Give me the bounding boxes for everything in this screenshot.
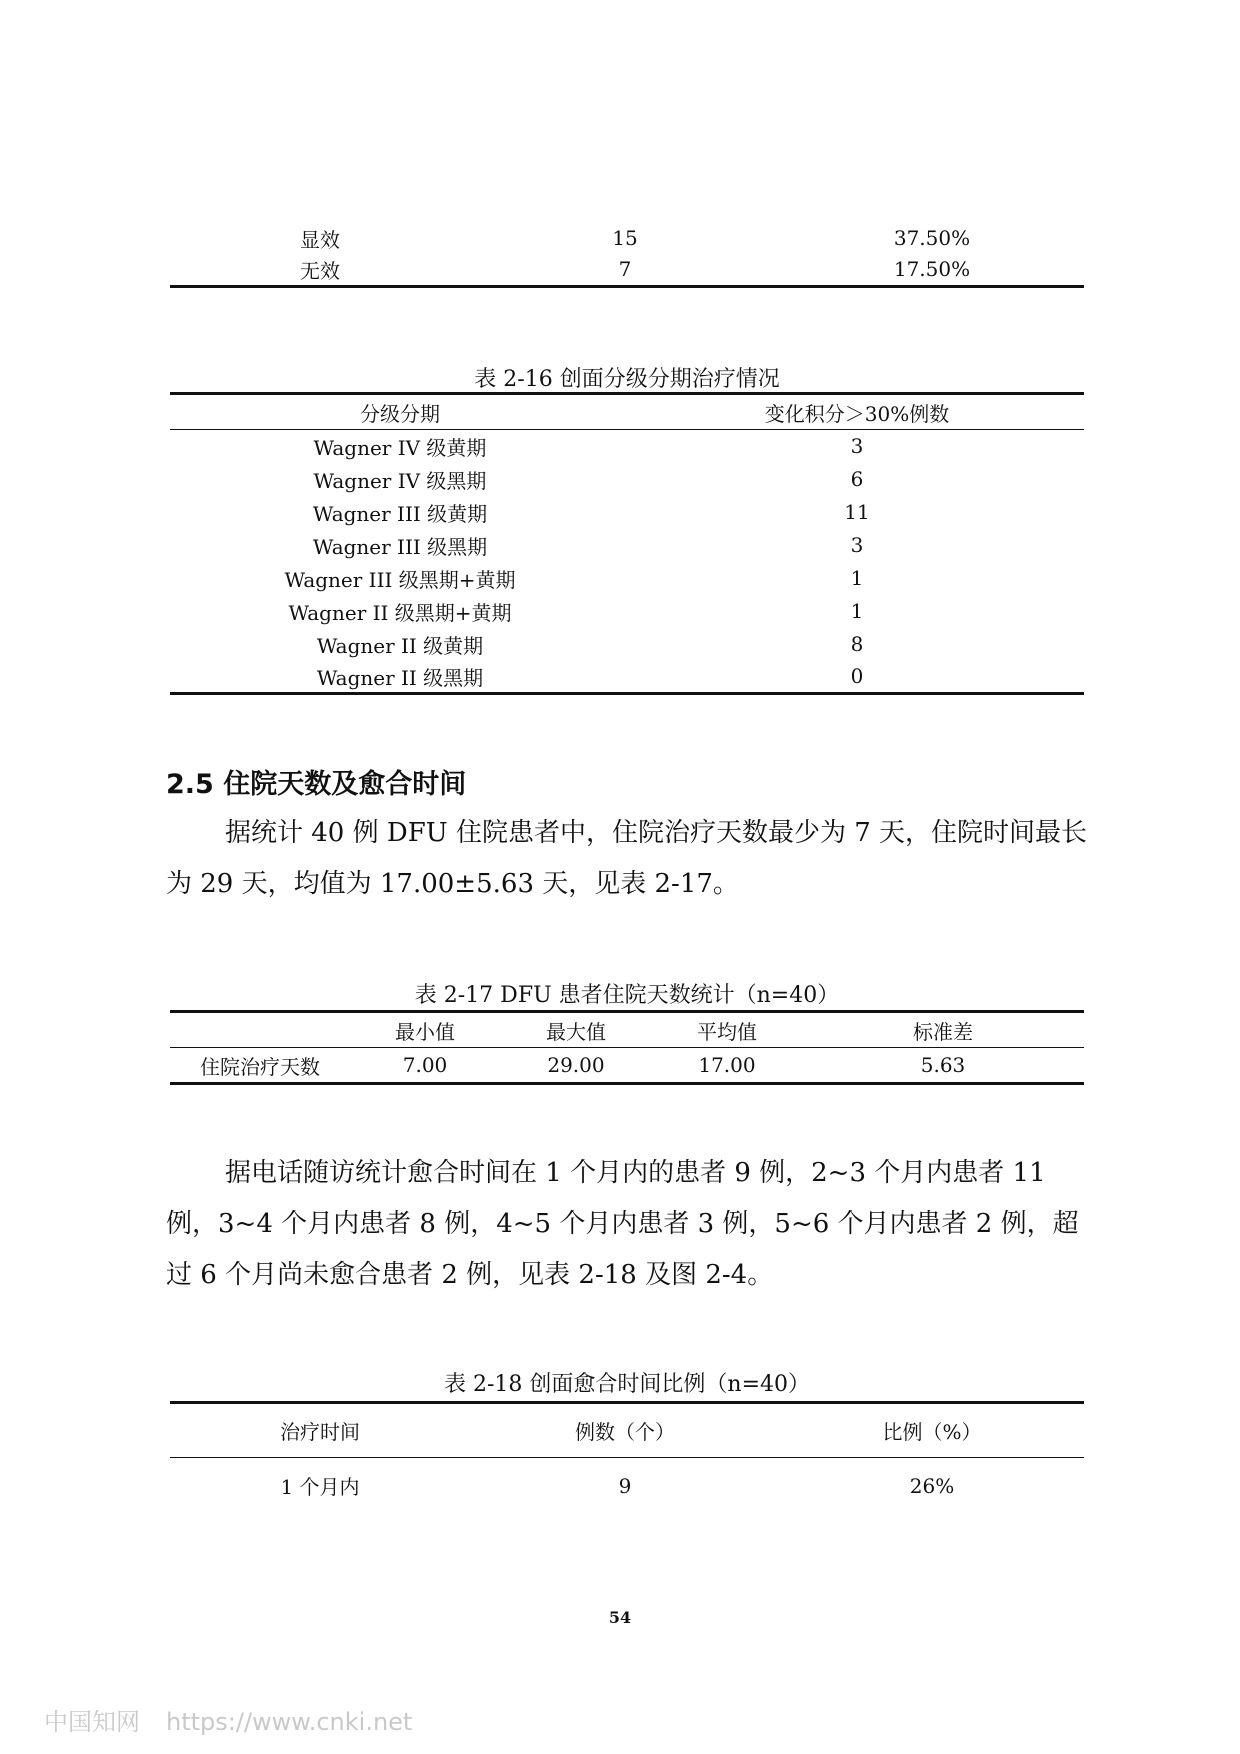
table-cell: 37.50% — [893, 226, 971, 250]
table-header-row — [170, 394, 1084, 430]
table-cell: 8 — [850, 632, 864, 656]
table-caption: 表 2-17 DFU 患者住院天数统计（n=40） — [414, 983, 840, 1008]
cnki-watermark — [44, 1702, 412, 1737]
table-caption: 表 2-18 创面愈合时间比例（n=40） — [443, 1372, 810, 1397]
table-header-row — [170, 1403, 1084, 1458]
table-cell: 17.00 — [698, 1053, 756, 1077]
table-row — [170, 222, 1084, 254]
table-header-row — [170, 1012, 1084, 1048]
table-cell: Wagner II 级黑期 — [316, 665, 484, 690]
table-cell: Wagner IV 级黑期 — [313, 468, 487, 493]
table-row — [170, 1048, 1084, 1084]
paragraph: 据电话随访统计愈合时间在 1 个月内的患者 9 例，2~3 个月内患者 11 例，3~4 个月内患者 8 例，4~5 个月内患者 3 例，5~6 个月内患者 2 例，超过 6 个月尚未愈合患者 2 例，见表 2-18 及图 2-4。 — [166, 1158, 1079, 1290]
table-cell: 0 — [850, 664, 864, 689]
column-header: 最大值 — [546, 1019, 606, 1044]
column-header: 治疗时间 — [280, 1420, 360, 1444]
column-header: 最小值 — [395, 1019, 455, 1044]
column-header: 比例（%） — [882, 1420, 982, 1444]
table-cell: 1 — [850, 599, 864, 623]
table-row — [170, 430, 1084, 463]
column-header: 例数（个） — [575, 1420, 675, 1444]
column-header: 平均值 — [697, 1019, 757, 1044]
table-cell: 15 — [612, 226, 638, 250]
table-cell: 9 — [618, 1473, 632, 1498]
watermark-brand: 中国知网 — [44, 1708, 140, 1736]
table-cell: Wagner IV 级黄期 — [313, 435, 487, 460]
table-row — [170, 661, 1084, 694]
table-cell: 17.50% — [893, 257, 971, 282]
table-cell: 26% — [909, 1473, 955, 1498]
table-2-16 — [170, 392, 1084, 695]
table-row — [170, 562, 1084, 595]
table-caption: 表 2-16 创面分级分期治疗情况 — [474, 367, 780, 392]
paragraph: 据统计 40 例 DFU 住院患者中，住院治疗天数最少为 7 天，住院时间最长为 29 天，均值为 17.00±5.63 天，见表 2-17。 — [166, 818, 1088, 899]
table-cell: 1 个月内 — [280, 1475, 360, 1500]
table-cell: 3 — [850, 533, 864, 557]
continuation-table — [170, 222, 1084, 288]
table-cell: 显效 — [300, 227, 340, 252]
table-cell: 11 — [844, 500, 870, 524]
table-row — [170, 496, 1084, 529]
table-cell: 1 — [850, 566, 864, 590]
table-cell: Wagner II 级黑期+黄期 — [288, 600, 512, 625]
table-cell: 无效 — [300, 258, 340, 283]
table-row — [170, 628, 1084, 661]
table-cell: 3 — [850, 434, 864, 459]
table-row — [170, 529, 1084, 562]
table-row — [170, 463, 1084, 496]
section-heading: 2.5 住院天数及愈合时间 — [166, 769, 467, 800]
column-header: 分级分期 — [360, 401, 440, 426]
table-cell: Wagner III 级黑期 — [312, 534, 488, 559]
column-header: 变化积分＞30%例数 — [764, 401, 950, 426]
column-header — [170, 1012, 350, 1048]
table-cell: 29.00 — [547, 1053, 605, 1077]
table-cell: Wagner III 级黑期+黄期 — [284, 567, 516, 592]
table-row — [170, 254, 1084, 286]
table-row — [170, 595, 1084, 628]
table-cell: Wagner III 级黄期 — [312, 501, 488, 526]
table-row — [170, 1458, 1084, 1514]
table-cell: 5.63 — [920, 1053, 966, 1077]
table-cell: 7 — [618, 257, 632, 282]
table-cell: Wagner II 级黄期 — [316, 633, 484, 658]
table-cell: 6 — [850, 467, 864, 491]
watermark-url: https://www.cnki.net — [166, 1708, 413, 1736]
table-cell: 7.00 — [402, 1053, 448, 1077]
page-number: 54 — [608, 1608, 632, 1627]
table-cell: 住院治疗天数 — [200, 1054, 320, 1079]
table-2-18 — [170, 1401, 1084, 1514]
table-2-17 — [170, 1010, 1084, 1085]
column-header: 标准差 — [913, 1019, 973, 1044]
